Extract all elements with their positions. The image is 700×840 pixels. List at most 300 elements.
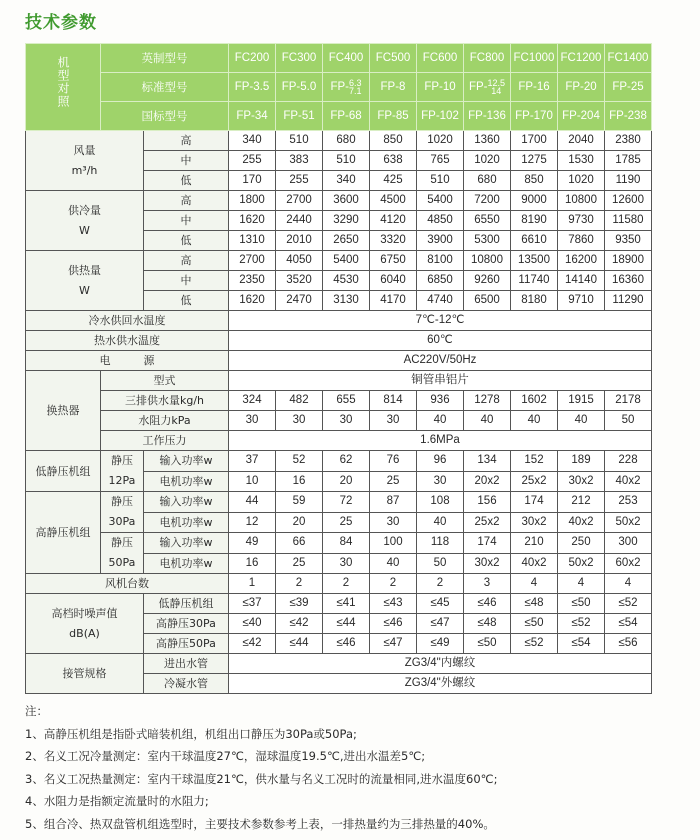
power_supply-label: 电 源 [26, 351, 229, 371]
value-cell: 510 [417, 171, 464, 191]
value-cell: 4530 [323, 271, 370, 291]
level-label: 高 [144, 191, 229, 211]
row-label: 输入功率w [144, 451, 229, 472]
value-cell: 13500 [511, 251, 558, 271]
value-cell: 765 [417, 151, 464, 171]
value-cell: 638 [370, 151, 417, 171]
value-cell: 2350 [229, 271, 276, 291]
hot_water_temp-label: 热水供水温度 [26, 331, 229, 351]
value-cell: 174 [511, 492, 558, 513]
value-cell: FP-238 [605, 102, 652, 131]
value-cell: 2440 [276, 211, 323, 231]
value-cell: FP-68 [323, 102, 370, 131]
value-cell: 324 [229, 391, 276, 411]
value-cell: 4120 [370, 211, 417, 231]
value-cell: FC500 [370, 44, 417, 73]
value-cell: 40 [417, 512, 464, 533]
value-cell: 482 [276, 391, 323, 411]
value-cell: 2700 [229, 251, 276, 271]
value-cell: 118 [417, 533, 464, 554]
fraction-top: 12.5 [487, 77, 506, 88]
value-cell: 1360 [464, 131, 511, 151]
value-cell: 1020 [464, 151, 511, 171]
level-label: 中 [144, 271, 229, 291]
value-cell: 1020 [558, 171, 605, 191]
value-cell: ≤41 [323, 594, 370, 614]
value-cell: 1310 [229, 231, 276, 251]
span-value: ZG3/4"内螺纹 [229, 654, 652, 674]
value-cell: 655 [323, 391, 370, 411]
value-cell: ≤46 [370, 614, 417, 634]
table-row [26, 411, 652, 431]
value-cell: ≤50 [464, 634, 511, 654]
value-cell: 25 [276, 553, 323, 574]
value-cell: 20x2 [464, 471, 511, 492]
value-cell: 6610 [511, 231, 558, 251]
value-cell: 6550 [464, 211, 511, 231]
value-cell: 76 [370, 451, 417, 472]
value-cell: 49 [229, 533, 276, 554]
model-cell: FP-8 [370, 73, 417, 102]
row-label: 三排供水量kg/h [101, 391, 229, 411]
row-label: 输入功率w [144, 492, 229, 513]
value-cell: 50x2 [558, 553, 605, 574]
value-cell: 1530 [558, 151, 605, 171]
value-cell: ≤50 [511, 614, 558, 634]
value-cell: 50x2 [605, 512, 652, 533]
row-label: 英制型号 [101, 44, 229, 73]
value-cell: 383 [276, 151, 323, 171]
value-cell: 30x2 [511, 512, 558, 533]
static-pressure-label [101, 533, 144, 574]
row-label: 高静压50Pa [144, 634, 229, 654]
table-row [26, 351, 652, 371]
value-cell: 6040 [370, 271, 417, 291]
value-cell: 174 [464, 533, 511, 554]
value-cell: ≤54 [558, 634, 605, 654]
value-cell: 152 [511, 451, 558, 472]
value-cell: 37 [229, 451, 276, 472]
value-cell: 4740 [417, 291, 464, 311]
label-line: 静压 [111, 536, 133, 549]
value-cell: 170 [229, 171, 276, 191]
value-cell: ≤45 [417, 594, 464, 614]
note-item: 2、名义工况冷量测定：室内干球温度27℃，湿球温度19.5℃,进出水温差5℃; [25, 749, 426, 763]
value-cell: 2700 [276, 191, 323, 211]
value-cell: 255 [229, 151, 276, 171]
cooling-label [26, 191, 144, 251]
note-item: 5、组合冷、热双盘管机组选型时，主要技术参数参考上表，一排热量约为三排热量的40%。 [25, 816, 495, 831]
value-cell: 60x2 [605, 553, 652, 574]
value-cell: 2380 [605, 131, 652, 151]
value-cell: 30 [276, 411, 323, 431]
hot_water_temp-value: 60℃ [229, 331, 652, 351]
label-line: W [79, 223, 90, 237]
note-item: 1、高静压机组是指卧式暗装机组，机组出口静压为30Pa或50Pa; [25, 726, 357, 741]
value-cell: ≤44 [323, 614, 370, 634]
table-row [26, 191, 652, 211]
value-cell: 10800 [464, 251, 511, 271]
model-fraction [349, 79, 362, 95]
table-row [26, 594, 652, 614]
value-cell: 7860 [558, 231, 605, 251]
value-cell: FC1000 [511, 44, 558, 73]
value-cell: FC400 [323, 44, 370, 73]
label-line: 静压 [111, 495, 133, 508]
label-line: 30Pa [108, 515, 136, 528]
value-cell: 255 [276, 171, 323, 191]
label-line: 静压 [111, 454, 133, 467]
value-cell: 5300 [464, 231, 511, 251]
cold_water_temp-value: 7℃-12℃ [229, 311, 652, 331]
label-line: 风量 [73, 143, 96, 157]
value-cell: 2 [417, 574, 464, 594]
value-cell: FP-136 [464, 102, 511, 131]
value-cell: FC1400 [605, 44, 652, 73]
level-label: 中 [144, 211, 229, 231]
value-cell: FC200 [229, 44, 276, 73]
table-row [26, 251, 652, 271]
value-cell: 11580 [605, 211, 652, 231]
value-cell: 62 [323, 451, 370, 472]
value-cell: ≤46 [323, 634, 370, 654]
value-cell: 18900 [605, 251, 652, 271]
value-cell: 5400 [417, 191, 464, 211]
value-cell: 10800 [558, 191, 605, 211]
value-cell: 4500 [370, 191, 417, 211]
model-cell [464, 73, 511, 102]
value-cell: 40x2 [511, 553, 558, 574]
value-cell: 2010 [276, 231, 323, 251]
value-cell: FP-85 [370, 102, 417, 131]
table-row [26, 492, 652, 513]
value-cell: ≤52 [605, 594, 652, 614]
value-cell: 16 [276, 471, 323, 492]
level-label: 低 [144, 291, 229, 311]
value-cell: 340 [323, 171, 370, 191]
low_static-label: 低静压机组 [26, 451, 101, 492]
value-cell: 30 [370, 411, 417, 431]
value-cell: FC600 [417, 44, 464, 73]
value-cell: 11290 [605, 291, 652, 311]
table-row [26, 44, 652, 73]
table-row [26, 331, 652, 351]
value-cell: 40 [417, 411, 464, 431]
value-cell: 2 [323, 574, 370, 594]
group-label: 机型对照 [56, 56, 70, 108]
value-cell: 25 [323, 512, 370, 533]
value-cell: 9350 [605, 231, 652, 251]
high_static-label: 高静压机组 [26, 492, 101, 574]
row-label: 进出水管 [144, 654, 229, 674]
value-cell: 1 [229, 574, 276, 594]
value-cell: 2178 [605, 391, 652, 411]
value-cell: 30 [417, 471, 464, 492]
value-cell: 6500 [464, 291, 511, 311]
value-cell: 14140 [558, 271, 605, 291]
value-cell: 12600 [605, 191, 652, 211]
value-cell: 850 [511, 171, 558, 191]
value-cell: 2650 [323, 231, 370, 251]
value-cell: 1620 [229, 291, 276, 311]
model-cell: FP-20 [558, 73, 605, 102]
model-fraction [488, 79, 506, 95]
value-cell: 3900 [417, 231, 464, 251]
value-cell: 189 [558, 451, 605, 472]
value-cell: 6750 [370, 251, 417, 271]
value-cell: 936 [417, 391, 464, 411]
value-cell: ≤42 [229, 634, 276, 654]
static-pressure-label [101, 492, 144, 533]
value-cell: 1700 [511, 131, 558, 151]
value-cell: 2470 [276, 291, 323, 311]
row-label: 低静压机组 [144, 594, 229, 614]
value-cell: 8180 [511, 291, 558, 311]
value-cell: 1278 [464, 391, 511, 411]
level-label: 高 [144, 251, 229, 271]
value-cell: 16360 [605, 271, 652, 291]
value-cell: 680 [323, 131, 370, 151]
value-cell: ≤39 [276, 594, 323, 614]
value-cell: 9730 [558, 211, 605, 231]
value-cell: 156 [464, 492, 511, 513]
value-cell: 1915 [558, 391, 605, 411]
value-cell: ≤48 [464, 614, 511, 634]
value-cell: 16200 [558, 251, 605, 271]
value-cell: 30 [370, 512, 417, 533]
value-cell: 87 [370, 492, 417, 513]
table-row [26, 431, 652, 451]
value-cell: 20 [323, 471, 370, 492]
row-label: 电机功率w [144, 553, 229, 574]
heating-label [26, 251, 144, 311]
value-cell: 40 [511, 411, 558, 431]
value-cell: 25x2 [511, 471, 558, 492]
label-line: 12Pa [108, 474, 136, 487]
value-cell: 1275 [511, 151, 558, 171]
value-cell: 1785 [605, 151, 652, 171]
span-value: 铜管串铝片 [229, 371, 652, 391]
value-cell: ≤46 [464, 594, 511, 614]
value-cell: 3320 [370, 231, 417, 251]
value-cell: 7200 [464, 191, 511, 211]
value-cell: 11740 [511, 271, 558, 291]
table-row [26, 533, 652, 554]
value-cell: 425 [370, 171, 417, 191]
row-label: 电机功率w [144, 512, 229, 533]
row-label: 输入功率w [144, 533, 229, 554]
value-cell: 1190 [605, 171, 652, 191]
value-cell: 210 [511, 533, 558, 554]
span-value: ZG3/4"外螺纹 [229, 674, 652, 694]
value-cell: 1020 [417, 131, 464, 151]
cold_water_temp-label: 冷水供回水温度 [26, 311, 229, 331]
value-cell: 1602 [511, 391, 558, 411]
value-cell: 228 [605, 451, 652, 472]
value-cell: 3520 [276, 271, 323, 291]
value-cell: 4170 [370, 291, 417, 311]
model-cell: FP-16 [511, 73, 558, 102]
value-cell: 30x2 [464, 553, 511, 574]
value-cell: 250 [558, 533, 605, 554]
value-cell: ≤48 [511, 594, 558, 614]
row-label: 型式 [101, 371, 229, 391]
level-label: 高 [144, 131, 229, 151]
value-cell: ≤50 [558, 594, 605, 614]
label-line: 供冷量 [68, 203, 101, 217]
value-cell: 108 [417, 492, 464, 513]
value-cell: 850 [370, 131, 417, 151]
row-label: 工作压力 [101, 431, 229, 451]
value-cell: 2 [276, 574, 323, 594]
value-cell: 8100 [417, 251, 464, 271]
value-cell: 30 [323, 553, 370, 574]
value-cell: 510 [276, 131, 323, 151]
value-cell: 30 [229, 411, 276, 431]
value-cell: 1620 [229, 211, 276, 231]
value-cell: 100 [370, 533, 417, 554]
value-cell: 510 [323, 151, 370, 171]
value-cell: ≤43 [370, 594, 417, 614]
value-cell: 253 [605, 492, 652, 513]
value-cell: 25x2 [464, 512, 511, 533]
value-cell: ≤44 [276, 634, 323, 654]
level-label: 中 [144, 151, 229, 171]
value-cell: 25 [370, 471, 417, 492]
row-label: 国标型号 [101, 102, 229, 131]
model-cell: FP-10 [417, 73, 464, 102]
value-cell: 1800 [229, 191, 276, 211]
static-pressure-label [101, 451, 144, 492]
value-cell: 12 [229, 512, 276, 533]
value-cell: 16 [229, 553, 276, 574]
value-cell: 72 [323, 492, 370, 513]
table-row [26, 391, 652, 411]
level-label: 低 [144, 171, 229, 191]
value-cell: FC300 [276, 44, 323, 73]
table-row [26, 131, 652, 151]
value-cell: 4 [558, 574, 605, 594]
value-cell: ≤49 [417, 634, 464, 654]
value-cell: FP-170 [511, 102, 558, 131]
value-cell: 2040 [558, 131, 605, 151]
value-cell: ≤47 [417, 614, 464, 634]
model-cell: FP-3.5 [229, 73, 276, 102]
notes [25, 700, 497, 835]
value-cell: 40x2 [558, 512, 605, 533]
value-cell: 10 [229, 471, 276, 492]
value-cell: 8190 [511, 211, 558, 231]
value-cell: 40 [558, 411, 605, 431]
spec-table [25, 43, 652, 694]
value-cell: FC800 [464, 44, 511, 73]
label-line: 50Pa [108, 556, 136, 569]
label-line: W [79, 283, 90, 297]
fan-count-label: 风机台数 [26, 574, 229, 594]
value-cell: 814 [370, 391, 417, 411]
model-prefix: FP- [330, 81, 349, 93]
fraction-top: 6.3 [349, 77, 362, 88]
fraction-bottom: 14 [491, 85, 502, 96]
model-cell: FP-25 [605, 73, 652, 102]
model-cell [323, 73, 370, 102]
row-label: 电机功率w [144, 471, 229, 492]
value-cell: ≤52 [558, 614, 605, 634]
value-cell: ≤42 [276, 614, 323, 634]
value-cell: 50 [605, 411, 652, 431]
value-cell: 680 [464, 171, 511, 191]
value-cell: 59 [276, 492, 323, 513]
table-row [26, 102, 652, 131]
model-group-label [26, 44, 101, 131]
value-cell: 2 [370, 574, 417, 594]
value-cell: 50 [417, 553, 464, 574]
noise-label [26, 594, 144, 654]
value-cell: ≤47 [370, 634, 417, 654]
heat-exchanger-label: 换热器 [26, 371, 101, 451]
level-label: 低 [144, 231, 229, 251]
table-row [26, 371, 652, 391]
pipe-label: 接管规格 [26, 654, 144, 694]
value-cell: 9710 [558, 291, 605, 311]
value-cell: 30x2 [558, 471, 605, 492]
span-value: 1.6MPa [229, 431, 652, 451]
section-title: 技术参数 [25, 13, 97, 33]
value-cell: 4 [605, 574, 652, 594]
row-label: 标准型号 [101, 73, 229, 102]
value-cell: 5400 [323, 251, 370, 271]
note-item: 3、名义工况热量测定：室内干球温度21℃，供水量与名义工况时的流量相同,进水温度60℃; [25, 771, 498, 786]
label-line: 供热量 [68, 263, 101, 277]
note-item: 4、水阻力是指额定流量时的水阻力; [25, 794, 209, 808]
value-cell: 3130 [323, 291, 370, 311]
value-cell: 40 [370, 553, 417, 574]
label-line: dB(A) [69, 626, 100, 640]
value-cell: ≤37 [229, 594, 276, 614]
fraction-bottom: 7.1 [349, 85, 362, 96]
value-cell: 96 [417, 451, 464, 472]
value-cell: 3 [464, 574, 511, 594]
table-row [26, 654, 652, 674]
value-cell: 6850 [417, 271, 464, 291]
value-cell: 212 [558, 492, 605, 513]
value-cell: 9260 [464, 271, 511, 291]
value-cell: FP-204 [558, 102, 605, 131]
value-cell: 40 [464, 411, 511, 431]
value-cell: 84 [323, 533, 370, 554]
row-label: 冷凝水管 [144, 674, 229, 694]
value-cell: ≤40 [229, 614, 276, 634]
power_supply-value: AC220V/50Hz [229, 351, 652, 371]
value-cell: 40x2 [605, 471, 652, 492]
value-cell: 134 [464, 451, 511, 472]
value-cell: FP-51 [276, 102, 323, 131]
value-cell: 340 [229, 131, 276, 151]
value-cell: FP-34 [229, 102, 276, 131]
row-label: 水阻力kPa [101, 411, 229, 431]
table-row [26, 73, 652, 102]
value-cell: FP-102 [417, 102, 464, 131]
value-cell: ≤52 [511, 634, 558, 654]
label-line: m³/h [71, 163, 98, 177]
table-row [26, 574, 652, 594]
value-cell: 3600 [323, 191, 370, 211]
table-row [26, 451, 652, 472]
model-cell: FP-5.0 [276, 73, 323, 102]
value-cell: 52 [276, 451, 323, 472]
value-cell: 44 [229, 492, 276, 513]
value-cell: 30 [323, 411, 370, 431]
